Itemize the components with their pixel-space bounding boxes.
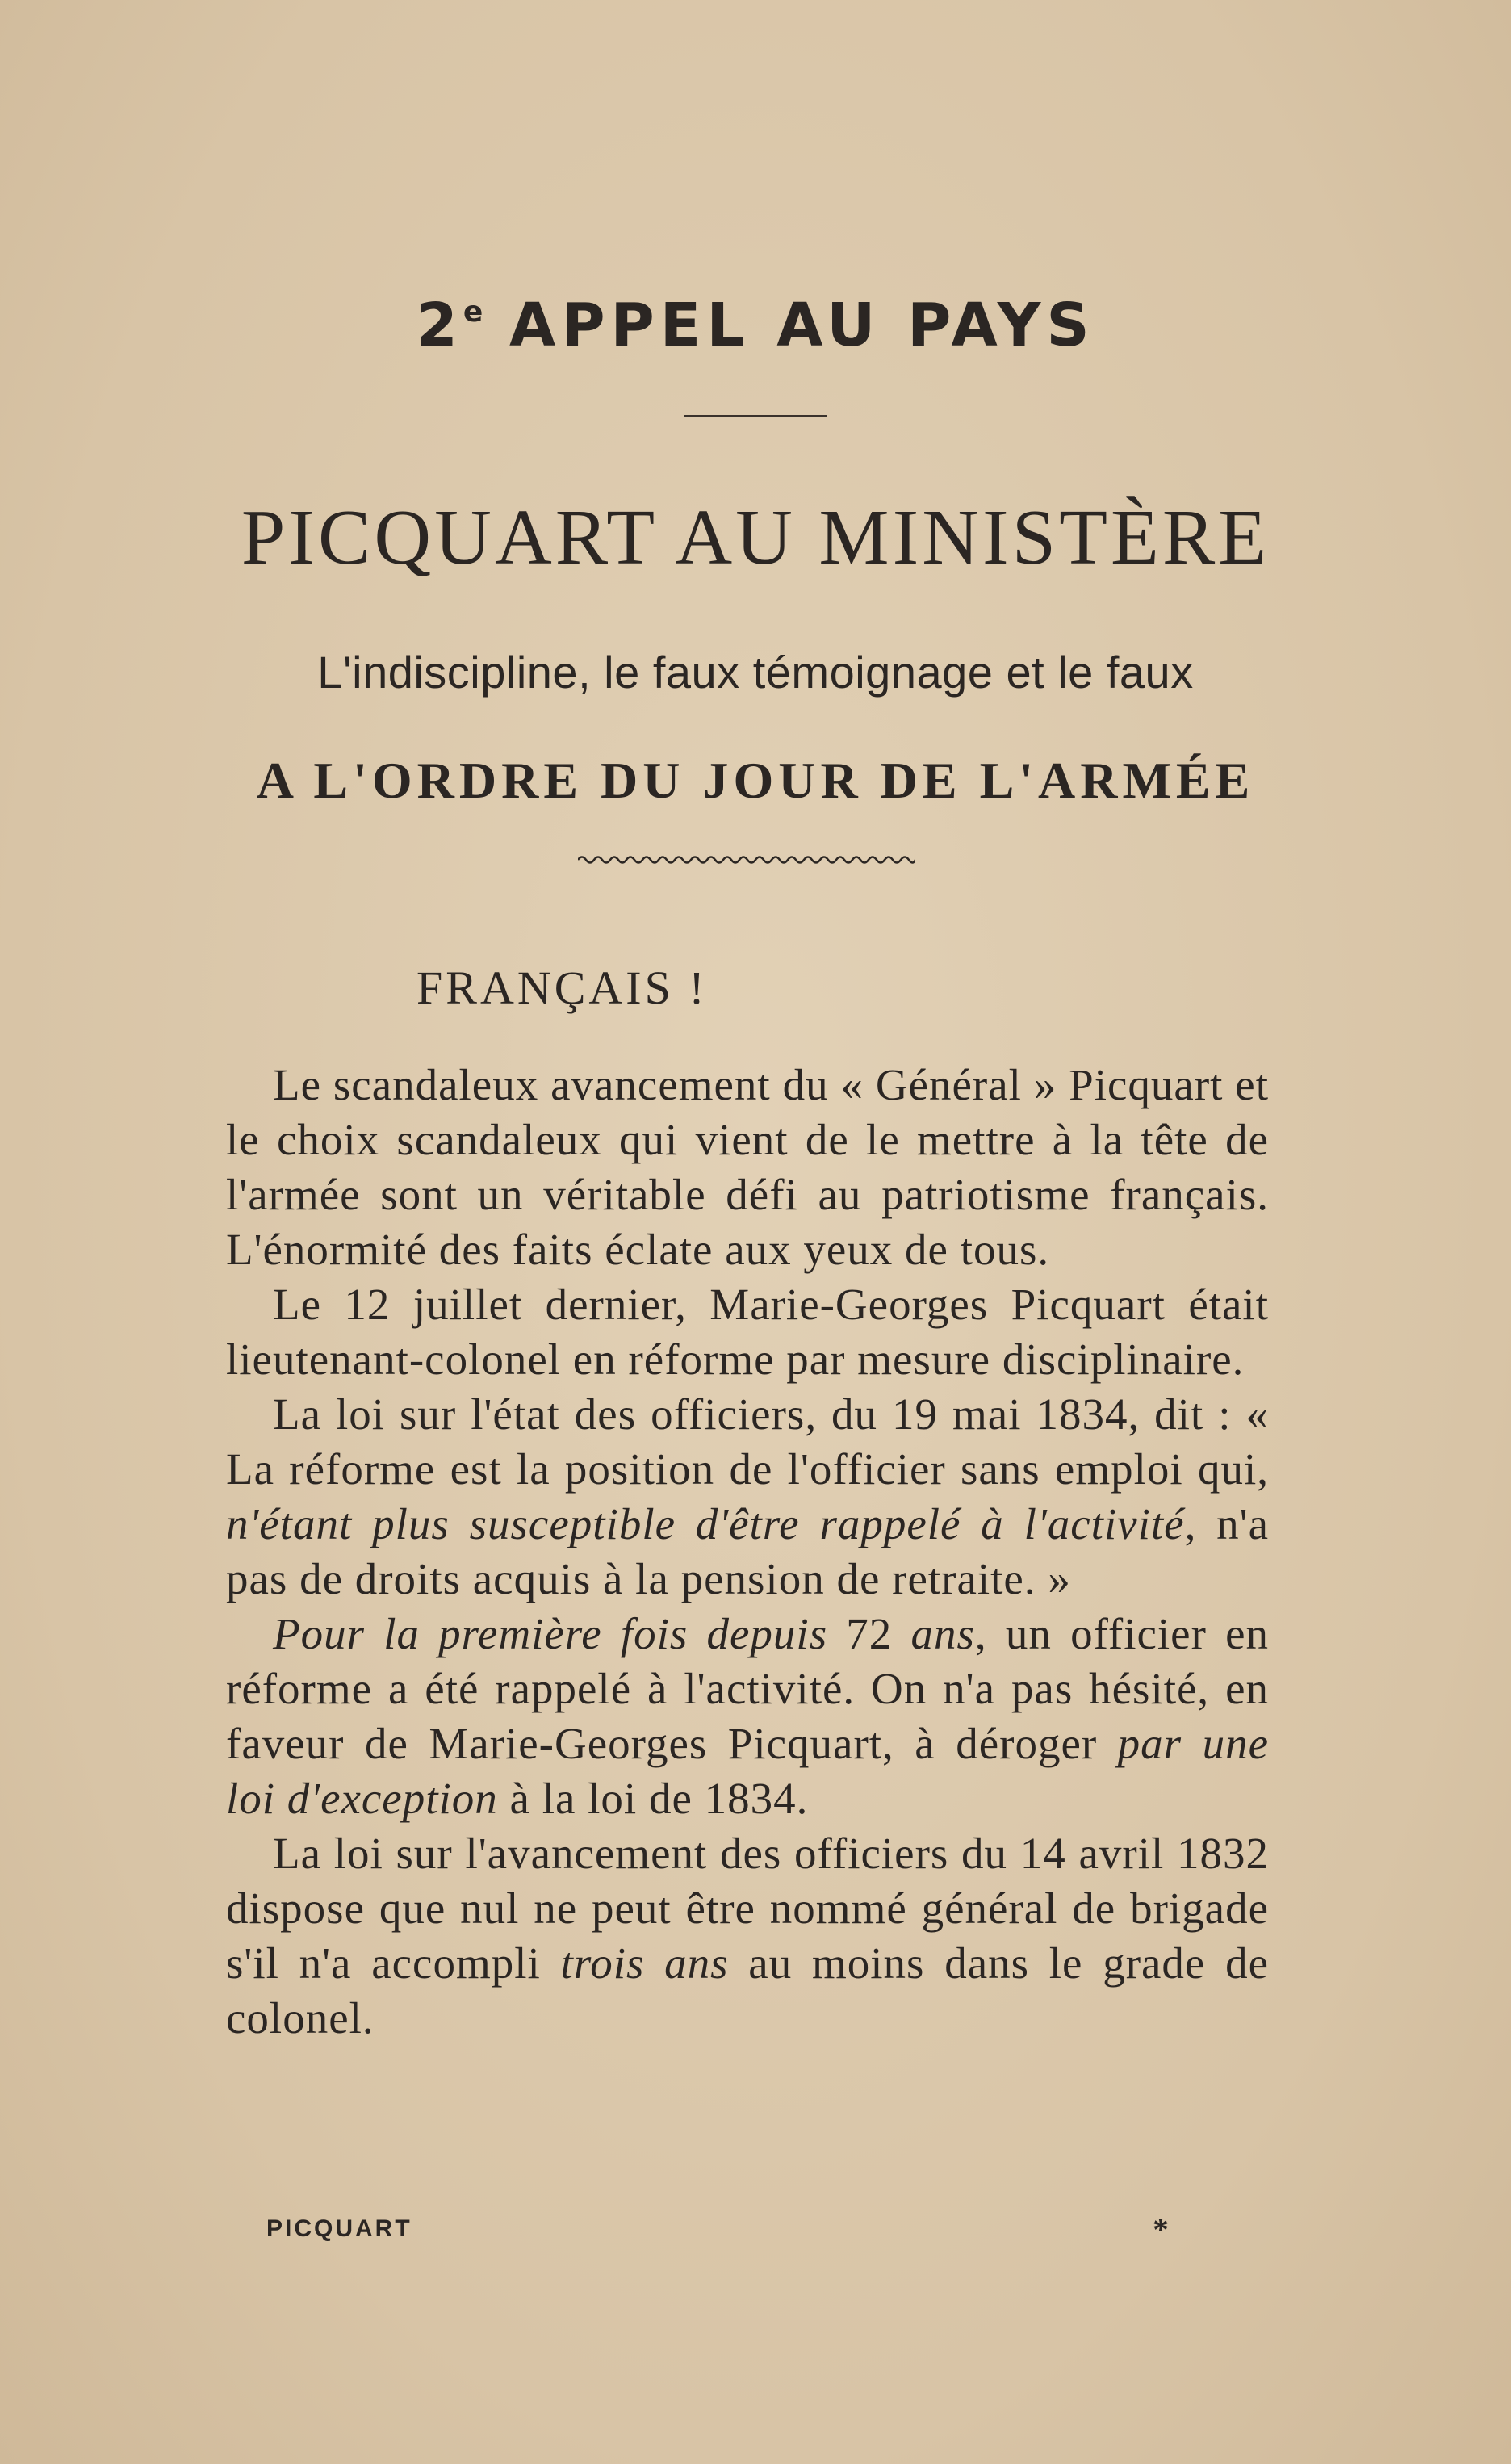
footer-signature: PICQUART: [266, 2215, 412, 2242]
appeal-number: 2: [416, 291, 463, 360]
paragraph-1: [226, 1058, 1269, 1277]
paragraph-3-text-b: , n'a pas de droits acquis à la pension de retraite. »: [226, 1499, 1269, 1603]
paragraph-3: [226, 1387, 1269, 1607]
paragraph-5: [226, 1826, 1269, 2046]
paragraph-4-italic-a: Pour la première fois depuis: [273, 1609, 828, 1658]
salutation: FRANÇAIS !: [416, 962, 708, 1014]
wavy-divider: [578, 853, 915, 867]
body-text: [226, 1058, 1269, 2046]
paragraph-4-text-c: à la loi de 1834.: [497, 1774, 809, 1823]
appeal-heading: [0, 291, 1511, 360]
paragraph-2-text: Le 12 juillet dernier, Marie-Georges Picquart était lieutenant-colonel en réforme par mesure disciplinaire.: [226, 1280, 1269, 1384]
paragraph-4: [226, 1607, 1269, 1826]
paragraph-3-text-a: La loi sur l'état des officiers, du 19 mai 1834, dit : « La réforme est la position de l'officier sans emploi qui,: [226, 1389, 1269, 1494]
paragraph-5-text-b: au moins dans le grade de colonel.: [226, 1938, 1270, 2043]
appeal-ordinal: e: [463, 295, 483, 329]
paragraph-4-text-a: 72: [827, 1609, 911, 1658]
footer-asterisk-mark: *: [1153, 2211, 1169, 2248]
paragraph-4-italic-b: ans: [910, 1609, 975, 1658]
paragraph-4-italic-c: par une loi d'exception: [226, 1719, 1269, 1823]
divider-rule: [684, 415, 827, 417]
paragraph-5-text-a: La loi sur l'avancement des officiers du 14 avril 1832 dispose que nul ne peut être nommé général de brigade s'il n'a accompli: [226, 1829, 1269, 1988]
paragraph-3-italic: n'étant plus susceptible d'être rappelé à l'activité: [226, 1499, 1185, 1548]
page-subtitle: L'indiscipline, le faux témoignage et le faux: [317, 647, 1194, 698]
appeal-title: APPEL AU PAYS: [509, 291, 1095, 360]
paragraph-5-italic: trois ans: [560, 1938, 729, 1988]
paragraph-4-text-b: , un officier en réforme a été rappelé à l'activité. On n'a pas hésité, en faveur de Marie-Georges Picquart, à déroger: [226, 1609, 1270, 1768]
order-heading: A L'ORDRE DU JOUR DE L'ARMÉE: [256, 752, 1255, 809]
paragraph-1-text: Le scandaleux avancement du « Général » Picquart et le choix scandaleux qui vient de le mettre à la tête de l'armée sont un véritable défi au patriotisme français. L'énormité des faits éclate aux yeux de tous.: [226, 1060, 1269, 1274]
paragraph-2: [226, 1277, 1269, 1387]
page-title: PICQUART AU MINISTÈRE: [241, 494, 1270, 581]
